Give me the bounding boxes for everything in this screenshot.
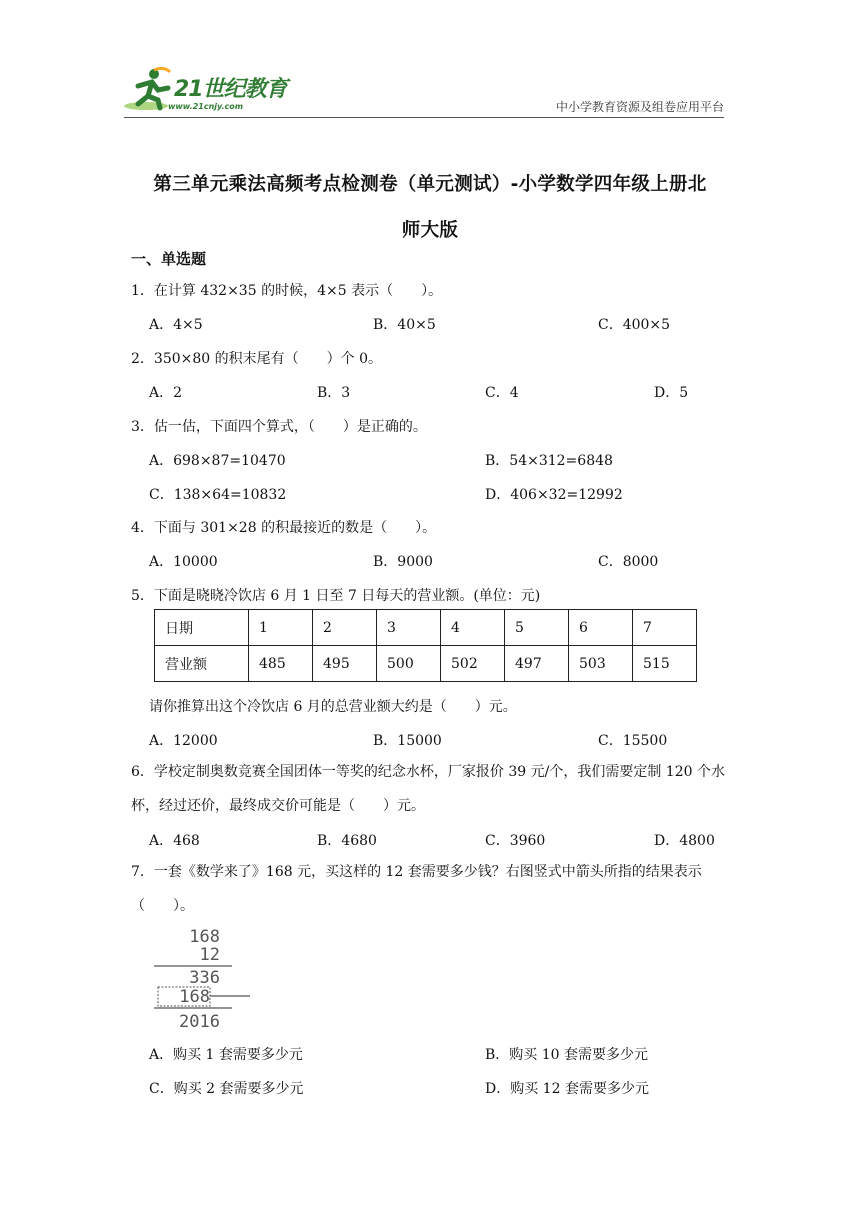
question-5-option-b[interactable]: B．15000 bbox=[373, 733, 442, 749]
table-cell: 5 bbox=[505, 610, 569, 646]
table-cell: 497 bbox=[505, 646, 569, 682]
page-title-line1: 第三单元乘法高频考点检测卷（单元测试）-小学数学四年级上册北 bbox=[153, 174, 707, 195]
table-cell: 7 bbox=[633, 610, 697, 646]
question-1-option-b[interactable]: B．40×5 bbox=[373, 317, 436, 333]
question-6-option-c[interactable]: C．3960 bbox=[485, 833, 546, 849]
question-2-option-c[interactable]: C．4 bbox=[485, 385, 519, 401]
runner-logo-icon bbox=[124, 66, 174, 114]
question-6-stem: 6．学校定制奥数竞赛全国团体一等奖的纪念水杯，厂家报价 39 元/个，我们需要定制 120 个水杯，经过还价，最终成交价可能是（ ）元。 bbox=[131, 764, 725, 814]
question-6-option-b[interactable]: B．4680 bbox=[317, 833, 377, 849]
question-3-option-c[interactable]: C．138×64=10832 bbox=[149, 487, 287, 503]
header-divider bbox=[124, 117, 724, 118]
figure-line-5: 2016 bbox=[179, 1012, 220, 1032]
table-row bbox=[155, 610, 697, 646]
question-3-option-d[interactable]: D．406×32=12992 bbox=[485, 487, 623, 503]
question-2-option-a[interactable]: A．2 bbox=[149, 385, 183, 401]
table-row bbox=[155, 646, 697, 682]
table-cell: 515 bbox=[633, 646, 697, 682]
logo-text: 21世纪教育 bbox=[174, 77, 287, 102]
figure-line-2: 12 bbox=[199, 945, 220, 965]
page-header bbox=[0, 0, 860, 120]
question-7-option-d[interactable]: D．购买 12 套需要多少元 bbox=[485, 1081, 649, 1097]
logo-url: www.21cnjy.com bbox=[168, 102, 244, 111]
question-1-option-c[interactable]: C．400×5 bbox=[598, 317, 671, 333]
question-5-followup: 请你推算出这个冷饮店 6 月的总营业额大约是（ ）元。 bbox=[149, 699, 517, 715]
question-1-option-a[interactable]: A．4×5 bbox=[149, 317, 203, 333]
question-7-option-b[interactable]: B．购买 10 套需要多少元 bbox=[485, 1047, 649, 1063]
table-cell: 485 bbox=[249, 646, 313, 682]
question-5-stem: 5．下面是晓晓冷饮店 6 月 1 日至 7 日每天的营业额。(单位：元) bbox=[131, 588, 541, 604]
section-heading: 一、单选题 bbox=[131, 250, 207, 268]
question-4-option-c[interactable]: C．8000 bbox=[598, 554, 659, 570]
table-cell: 495 bbox=[313, 646, 377, 682]
question-6-option-d[interactable]: D．4800 bbox=[654, 833, 715, 849]
question-4-option-a[interactable]: A．10000 bbox=[149, 554, 218, 570]
question-7-option-c[interactable]: C．购买 2 套需要多少元 bbox=[149, 1081, 304, 1097]
question-4-option-b[interactable]: B．9000 bbox=[373, 554, 433, 570]
question-7-stem: 7．一套《数学来了》168 元，买这样的 12 套需要多少钱？右图竖式中箭头所指的结果表示（ ）。 bbox=[131, 864, 702, 914]
table-cell: 500 bbox=[377, 646, 441, 682]
question-2-option-b[interactable]: B．3 bbox=[317, 385, 351, 401]
table-cell: 4 bbox=[441, 610, 505, 646]
table-cell: 502 bbox=[441, 646, 505, 682]
table-cell: 2 bbox=[313, 610, 377, 646]
question-3-stem: 3．估一估，下面四个算式，（ ）是正确的。 bbox=[131, 419, 427, 435]
question-2-option-d[interactable]: D．5 bbox=[654, 385, 689, 401]
table-cell: 3 bbox=[377, 610, 441, 646]
table-cell: 日期 bbox=[155, 610, 249, 646]
multiplication-figure bbox=[150, 924, 260, 1034]
question-1-stem: 1．在计算 432×35 的时候，4×5 表示（ ）。 bbox=[131, 283, 443, 299]
question-3-option-b[interactable]: B．54×312=6848 bbox=[485, 453, 613, 469]
logo bbox=[124, 66, 294, 118]
table-cell: 1 bbox=[249, 610, 313, 646]
figure-line-1: 168 bbox=[189, 927, 220, 947]
page-title-line2: 师大版 bbox=[401, 220, 459, 241]
table-cell: 503 bbox=[569, 646, 633, 682]
question-6-option-a[interactable]: A．468 bbox=[149, 833, 200, 849]
question-7-option-a[interactable]: A．购买 1 套需要多少元 bbox=[149, 1047, 303, 1063]
figure-line-4: 168 bbox=[179, 987, 210, 1007]
question-2-stem: 2．350×80 的积末尾有（ ）个 0。 bbox=[131, 351, 382, 367]
figure-line-3: 336 bbox=[189, 968, 220, 988]
table-cell: 营业额 bbox=[155, 646, 249, 682]
question-3-option-a[interactable]: A．698×87=10470 bbox=[149, 453, 286, 469]
platform-name: 中小学教育资源及组卷应用平台 bbox=[555, 100, 724, 114]
question-5-option-a[interactable]: A．12000 bbox=[149, 733, 218, 749]
question-4-stem: 4．下面与 301×28 的积最接近的数是（ ）。 bbox=[131, 520, 437, 536]
table-cell: 6 bbox=[569, 610, 633, 646]
question-5-option-c[interactable]: C．15500 bbox=[598, 733, 668, 749]
sales-table bbox=[154, 609, 697, 682]
